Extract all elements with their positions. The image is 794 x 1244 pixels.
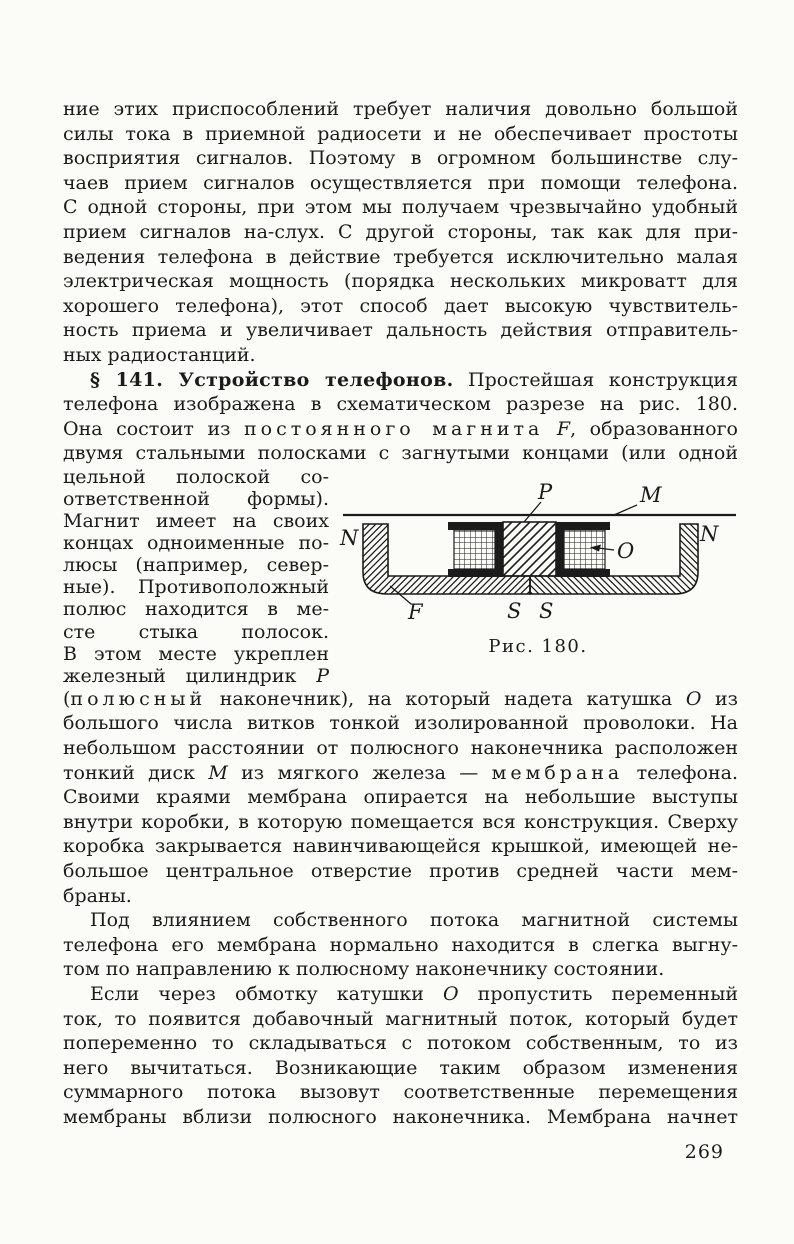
text-line: ответственной формы). — [63, 488, 329, 510]
text-line: прием сигналов на-слух. С другой стороны, так как для при- — [63, 220, 738, 243]
text-line: большое центральное отверстие против средней части мем- — [63, 860, 738, 882]
text-line: внутри коробки, в которую помещается вся конструкция. Сверху — [63, 810, 738, 833]
text-line: Если через обмотку катушки O пропустить переменный — [90, 982, 738, 1005]
text-line: (полюсный наконечник), на который надета катушка O из — [63, 687, 738, 710]
text-line: попеременно то складываться с потоком собственным, то из — [63, 1032, 738, 1055]
text-line: концах одноименные по- — [63, 532, 329, 555]
text-line: суммарного потока вызовут соответственные перемещения — [63, 1081, 738, 1104]
label-m: M — [640, 482, 662, 507]
text-line: телефона его мембрана нормально находится в слегка выгну- — [63, 933, 738, 956]
text-line: большого числа витков тонкой изолированной проволоки. На — [63, 712, 738, 735]
text-line: ных радиостанций. — [63, 343, 256, 366]
label-s-left: S — [507, 598, 522, 623]
label-o: O — [617, 538, 635, 563]
section-141-continued — [63, 687, 738, 908]
paragraph-alternating-current — [63, 982, 738, 1130]
text-line: коробка закрывается навинчивающейся крышкой, имеющей не- — [63, 835, 738, 858]
page-number: 269 — [684, 1140, 724, 1163]
text-line: двумя стальными полосками с загнутыми концами (или одной — [63, 442, 738, 465]
text-line: В этом месте укреплен — [63, 642, 329, 665]
text-line: ние этих приспособлений требует наличия довольно большой — [63, 98, 738, 120]
text-line: полюс находится в ме- — [63, 598, 329, 621]
coil-left — [448, 522, 503, 577]
figure-caption: Рис. 180. — [488, 635, 588, 657]
text-line: ные). Противоположный — [63, 576, 329, 599]
text-line: Она состоит из постоянного магнита F, образованного — [63, 417, 738, 440]
section-141-heading-paragraph — [63, 368, 738, 466]
label-n-right: N — [700, 521, 719, 546]
label-p: P — [538, 479, 553, 504]
text-line: телефона изображена в схематическом разрезе на рис. 180. — [63, 393, 738, 416]
leader-line-p — [524, 502, 541, 522]
text-line: него вычитаться. Возникающие таким образом изменения — [63, 1056, 738, 1079]
text-line: ток, то появится добавочный магнитный поток, который будет — [63, 1007, 738, 1030]
text-line: небольшом расстоянии от полюсного наконечника расположен — [63, 737, 738, 760]
label-f: F — [408, 599, 423, 624]
text-line: Магнит имеет на своих — [63, 510, 329, 533]
pole-piece — [503, 522, 556, 576]
text-line: сте стыка полосок. — [63, 620, 329, 643]
paragraph-membrane-state — [63, 908, 738, 982]
label-n-left: N — [340, 525, 359, 550]
narrow-text-column — [63, 466, 329, 687]
text-line: мембраны вблизи полюсного наконечника. Мембрана начнет — [63, 1105, 738, 1128]
text-line: цельной полоской со- — [63, 465, 329, 488]
text-line: восприятия сигналов. Поэтому в огромном большинстве слу- — [63, 147, 738, 170]
text-line: железный цилиндрик P — [63, 664, 329, 687]
text-line: Под влиянием собственного потока магнитной системы — [90, 909, 738, 932]
text-line: том по направлению к полюсному наконечнику состоянии. — [63, 958, 665, 981]
label-s-right: S — [539, 598, 554, 623]
text-line: Своими краями мембрана опирается на небольшие выступы — [63, 786, 738, 809]
text-line: силы тока в приемной радиосети и не обеспечивает простоты — [63, 122, 738, 145]
text-line: ность приема и увеличивает дальность действия отправитель- — [63, 319, 738, 342]
text-line: хорошего телефона), этот способ дает высокую чувствитель- — [63, 294, 738, 317]
text-line: электрическая мощность (порядка нескольких микроватт для — [63, 270, 738, 293]
leader-line-m — [614, 505, 637, 515]
coil-right — [556, 522, 610, 577]
figure-180 — [329, 466, 738, 687]
text-line: С одной стороны, при этом мы получаем чрезвычайно удобный — [63, 196, 738, 219]
paragraph-continuation — [63, 97, 738, 368]
text-line: ведения телефона в действие требуется исключительно малая — [63, 245, 738, 268]
text-line: § 141. Устройство телефонов. Простейшая конструкция — [90, 368, 738, 391]
text-line: тонкий диск M из мягкого железа — мембрана телефона. — [63, 761, 738, 784]
text-line: чаев прием сигналов осуществляется при помощи телефона. — [63, 171, 738, 194]
text-line: браны. — [63, 884, 132, 907]
text-line: люсы (например, север- — [63, 554, 329, 577]
telephone-cross-section-diagram — [338, 471, 738, 666]
figure-wrap-row — [63, 466, 738, 687]
